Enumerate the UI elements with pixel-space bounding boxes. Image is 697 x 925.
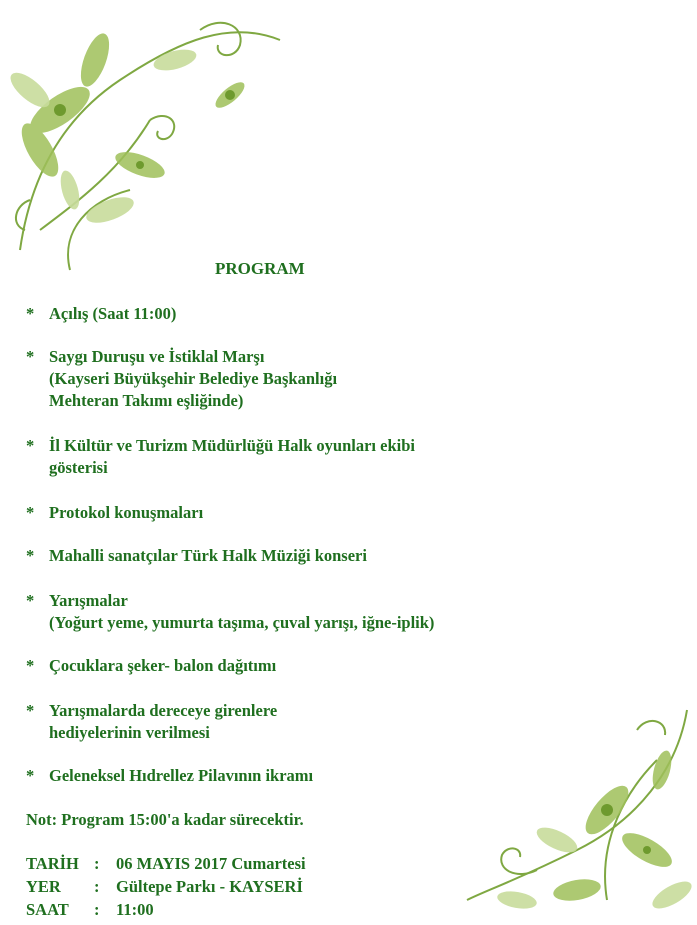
info-row xyxy=(26,898,154,921)
program-item-line xyxy=(26,590,434,612)
info-separator: : xyxy=(94,854,100,873)
program-item xyxy=(26,346,337,412)
program-item-line xyxy=(26,545,367,567)
info-label: YER xyxy=(26,877,61,896)
program-note: Not: Program 15:00'a kadar sürecektir. xyxy=(26,810,304,829)
info-label: SAAT xyxy=(26,900,69,919)
program-item-text: Açılış (Saat 11:00) xyxy=(49,304,177,323)
program-item xyxy=(26,435,415,479)
floral-ornament-bottom-right xyxy=(457,700,697,925)
program-item-line xyxy=(26,435,415,457)
program-item-text: İl Kültür ve Turizm Müdürlüğü Halk oyunları ekibi xyxy=(49,436,415,455)
program-item xyxy=(26,700,277,744)
bullet-star: * xyxy=(26,591,35,610)
bullet-star: * xyxy=(26,546,35,565)
bullet-star: * xyxy=(26,503,35,522)
floral-ornament-top-left xyxy=(0,0,300,280)
info-row xyxy=(26,852,306,875)
program-item xyxy=(26,590,434,634)
info-value: Gültepe Parkı - KAYSERİ xyxy=(116,877,303,896)
program-item-subline: Mehteran Takımı eşliğinde) xyxy=(49,391,244,410)
program-item-text: Çocuklara şeker- balon dağıtımı xyxy=(49,656,277,675)
program-item-text: Yarışmalarda dereceye girenlere xyxy=(49,701,278,720)
program-item xyxy=(26,545,367,567)
program-item-text: Geleneksel Hıdrellez Pilavının ikramı xyxy=(49,766,314,785)
bullet-star: * xyxy=(26,701,35,720)
program-item-line xyxy=(26,502,203,524)
bullet-star: * xyxy=(26,656,35,675)
program-item-subline: (Kayseri Büyükşehir Belediye Başkanlığı xyxy=(49,369,338,388)
program-item-text: Mahalli sanatçılar Türk Halk Müziği konseri xyxy=(49,546,367,565)
bullet-star: * xyxy=(26,436,35,455)
info-separator: : xyxy=(94,900,100,919)
program-item-subline: (Yoğurt yeme, yumurta taşıma, çuval yarışı, iğne-iplik) xyxy=(49,613,435,632)
program-item xyxy=(26,765,313,787)
info-row xyxy=(26,875,303,898)
bullet-star: * xyxy=(26,347,35,366)
bullet-star: * xyxy=(26,304,35,323)
program-item-line xyxy=(26,765,313,787)
info-value: 11:00 xyxy=(116,900,154,919)
info-label: TARİH xyxy=(26,854,79,873)
program-item-text: Yarışmalar xyxy=(49,591,128,610)
program-item-text: Saygı Duruşu ve İstiklal Marşı xyxy=(49,347,265,366)
program-item-line xyxy=(26,655,276,677)
program-item-text: Protokol konuşmaları xyxy=(49,503,204,522)
program-item-subline: gösterisi xyxy=(49,458,108,477)
info-value: 06 MAYIS 2017 Cumartesi xyxy=(116,854,306,873)
program-item-line xyxy=(26,700,277,722)
program-item-line xyxy=(26,303,176,325)
program-item xyxy=(26,655,276,677)
program-item xyxy=(26,303,176,325)
program-item xyxy=(26,502,203,524)
program-title: PROGRAM xyxy=(215,259,305,278)
program-item-line xyxy=(26,346,337,368)
program-item-subline: hediyelerinin verilmesi xyxy=(49,723,210,742)
bullet-star: * xyxy=(26,766,35,785)
info-separator: : xyxy=(94,877,100,896)
